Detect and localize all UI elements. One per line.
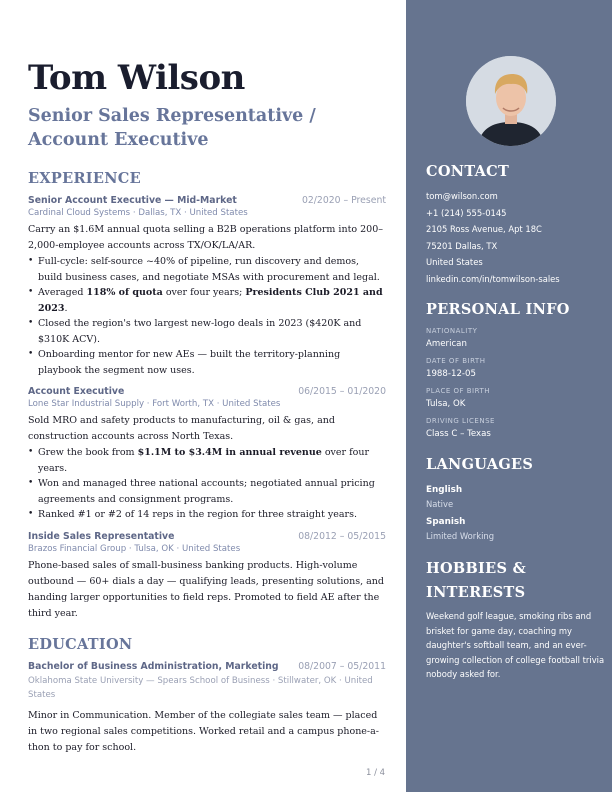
contact-address-line2: 75201 Dallas, TX [426,240,498,251]
info-value: 1988-12-05 [426,369,476,379]
education-dates: 08/2007 – 05/2011 [298,660,386,672]
job-organization: Lone Star Industrial Supply · Fort Worth, TX · United States [28,399,281,409]
job-dates: 08/2012 – 05/2015 [298,530,386,542]
language-name: English [426,485,463,495]
job-summary: Phone-based sales of small-business banking products. High-volume outbound — 60+ dials a day — qualifying leads, presenting solutions, and handing larger opportunities to field reps. Promoted to field AE after the third year. [28,559,384,619]
job-bullet: • Ranked #1 or #2 of 14 reps in the region for three straight years. [28,507,386,523]
job-summary: Carry an $1.6M annual quota selling a B2B operations platform into 200–2,000-employee accounts across TX/OK/LA/AR. [28,224,384,251]
contact-phone[interactable]: +1 (214) 555-0145 [426,207,507,218]
contact-linkedin[interactable]: linkedin.com/in/tomwilson-sales [426,273,560,284]
job-bullet: • Won and managed three national accounts; negotiated annual pricing agreements and consignment programs. [28,476,386,507]
info-label: PLACE OF BIRTH [426,387,491,395]
job-bullet: • Averaged 118% of quota over four years; Presidents Club 2021 and 2023. [28,285,386,316]
sidebar [406,0,612,792]
job-bullet: • Full-cycle: self-source ~40% of pipeline, run discovery and demos, build business cases, and negotiate MSAs with procurement and legal. [28,254,386,285]
contact-email[interactable]: tom@wilson.com [426,191,498,201]
job-entry [28,386,386,523]
job-entry [28,531,386,622]
job-organization: Brazos Financial Group · Tulsa, OK · United States [28,543,241,554]
contact-address-line1: 2105 Ross Avenue, Apt 18C [426,224,542,234]
info-value: Tulsa, OK [426,399,466,409]
education-summary: Minor in Communication. Member of the collegiate sales team — placed in two regional sales competitions. Worked retail and a campus phone-a-thon to pay for school. [28,709,380,753]
education-header [28,661,386,672]
info-value: American [426,339,467,349]
job-title: Inside Sales Representative [28,530,175,542]
candidate-name: Tom Wilson [28,58,245,98]
job-organization: Cardinal Cloud Systems · Dallas, TX · United States [28,208,248,218]
job-dates: 06/2015 – 01/2020 [298,386,386,397]
info-label: DRIVING LICENSE [426,417,495,425]
contact-heading: CONTACT [426,163,510,180]
job-bullets [28,445,386,523]
job-bullet: • Grew the book from $1.1M to $3.4M in annual revenue over four years. [28,445,386,476]
education-heading: EDUCATION [28,635,133,653]
job-header [28,531,386,542]
education-entry [28,661,386,756]
job-header [28,195,386,206]
profile-photo [466,56,556,146]
job-header [28,386,386,397]
info-label: NATIONALITY [426,327,478,335]
language-name: Spanish [426,517,466,527]
job-bullet: • Closed the region's two largest new-logo deals in 2023 ($420K and $310K ACV). [28,316,386,347]
info-value: Class C – Texas [426,429,491,439]
language-level: Native [426,499,454,509]
job-entry [28,195,386,378]
school-name: Oklahoma State University — Spears School of Business · Stillwater, OK · United States [28,675,373,700]
job-bullet: • Onboarding mentor for new AEs — built the territory-planning playbook the segment now uses. [28,347,386,378]
job-dates: 02/2020 – Present [301,195,386,206]
personal-info-heading: PERSONAL INFO [426,301,570,318]
page-number: 1 / 4 [366,768,386,778]
languages-heading: LANGUAGES [426,456,534,473]
experience-heading: EXPERIENCE [28,170,141,187]
hobbies-text: Weekend golf league, smoking ribs and brisket for game day, coaching my daughter's softball team, and an ever-growing collection of college football trivia nobody asked for. [426,611,605,679]
job-title: Senior Account Executive — Mid-Market [28,195,237,206]
job-summary: Sold MRO and safety products to manufacturing, oil & gas, and construction accounts across North Texas. [28,415,335,442]
job-title: Account Executive [28,386,125,397]
degree-title: Bachelor of Business Administration, Marketing [28,660,279,672]
language-level: Limited Working [426,531,495,541]
info-label: DATE OF BIRTH [426,357,486,365]
hobbies-heading: HOBBIES & INTERESTS [426,560,526,601]
job-bullets [28,254,386,378]
candidate-title: Senior Sales Representative / Account Executive [28,106,316,150]
person-avatar-icon [466,56,556,146]
contact-country: United States [426,257,483,267]
